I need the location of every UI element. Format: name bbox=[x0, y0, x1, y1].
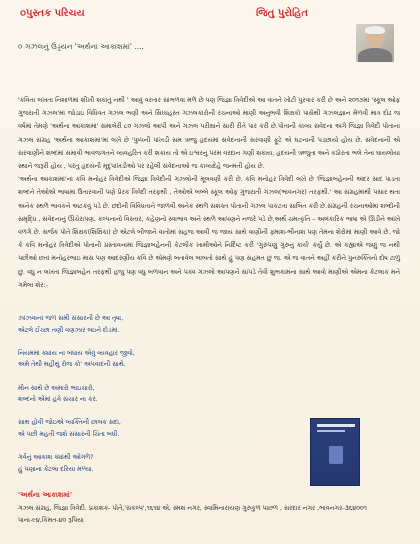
article-header bbox=[20, 8, 400, 28]
poem-line: સાથ હોવી જોઇએ વ્યક્તિની છાલક સદા, bbox=[18, 419, 121, 427]
poem-stanza bbox=[18, 383, 238, 406]
poem-stanza bbox=[18, 348, 238, 371]
poem-excerpt bbox=[18, 313, 238, 475]
book-name: 'અર્થના આકાશમાં' bbox=[18, 491, 73, 499]
article-subtitle: ૦ ગઝલનું ઉડ્ડયન 'અર્થના આકાશમાં' .... bbox=[18, 42, 144, 51]
book-cover-subtitle bbox=[317, 430, 345, 432]
intro-paragraph: 'કવિતા લખતા નિશાળમાં શીખી શકાતું નથી ' આવું વરતાર સાંભળવા મળે છે પણ જિજ્ઞા ત્રિવેદીએ આ વાતને ખોટી પુરવાર કરી છે અને ૨૦૧૭માં 'સ્કૂલ ઓફ ગુજરાતી ગઝલ'માં જોડાઇ વિધિવત ગઝલ ભણી અને સિધ્ધહસ્ત ગઝલકારોની રચનાઓ માણી અનુભવી શિક્ષકો પાસેથી ગઝલજ્ઞાન મેળવી માત્ર દોઢ જ વર્ષમાં તેમણે 'અર્થના આકાશમાં' સમાલેરી ૮૦ ગઝલો આપી અને ગઝલ પરીક્ષાને સારી રીતે પાર કરી છે.પોતાની કાવ્ય સંવેદના અંગે જિજ્ઞા ત્રિવેદી પોતાના ગઝલ સંગ્રહ 'અર્થના આકાશમાં'માં લખે છે 'પુષ્પની પાંખડી સમ ઋજુ હૃદયમાં સંવેદનાની સરવાણી ફૂટે એ ઘટનાની પડછાયો હોય છે. સંવેદનાની એ સરવાણીને શબ્દમાં સમાવી ભાવજગતને વ્યવહરિત કરી શકાય તો એ ઇશ્વરનું પરમ વરદાન ગણી શકાય. હૃદયની ઋજુતા અને કઠોરતા ભલે તેના ઘાયલોયા સ્થાને જરૂરી હોય , પરંતુ હૃદયની મૃદુપાંખડીઓ પર રહેલી સંવેદનાઓ જ કાવ્યદેહે જન્મતી હોય છે. bbox=[18, 97, 400, 171]
photo-hair bbox=[365, 26, 385, 34]
poem-stanza bbox=[18, 452, 238, 475]
publication-details: ગઝલ સંગ્રહ, જિજ્ઞા ત્રિવેદી. પ્રકાશક- પોતે,'સંકલ્પ',૧૬૧૪ એ, સ્મશ નગર, સ્વામિનારાયણ ગુરુકુળ પાછળ , સરદાર નગર ,ભાવનગર-૩૬૪૦૦૧ પાના-૯૪,કિંમત-૪૦ રૂપિયા bbox=[18, 505, 367, 524]
section-title: ૦પુસ્તક પરિચય bbox=[20, 8, 85, 19]
book-cover-title bbox=[317, 424, 355, 427]
poem-line: મૌન સાથે છે અમારો ભાઇચારો, bbox=[18, 384, 95, 392]
poem-line: શબ્દનો એમાં હવે સંચાર ના કર. bbox=[18, 396, 98, 404]
book-cover bbox=[310, 418, 360, 486]
author-name: જિતુ પુરોહિત bbox=[256, 8, 308, 19]
poem-line: એટલે ઈચ્છા તણી વણઝાર લઇને દોડમાં. bbox=[18, 326, 120, 334]
poem-line: ઝાંઝવાનાં જળ સમી સંસારની છે આ તૃષા, bbox=[18, 315, 124, 322]
poem-line: હું પણાના કેટલા દરિયા મળ્યા. bbox=[18, 465, 94, 473]
poem-stanza bbox=[18, 313, 238, 336]
intro-text bbox=[18, 94, 400, 292]
photo-shirt bbox=[358, 48, 392, 62]
poem-stanza bbox=[18, 417, 238, 440]
poem-line: એ પછી મહતી જશે સંસારની ચિંતા બધી. bbox=[18, 430, 120, 438]
intro-paragraph: 'અર્થના આકાશમાં'નાં કવિ મનોહર ત્રિવેદીએ જિજ્ઞા ત્રિવેદીની ગઝલોની મૂલવણી કરી છે. કવિ મનોહર ત્રિવેદી લખે છે 'જિજ્ઞાબહેનની અંદર સાદ પાડતા શબ્દને તેઓએ ભાષામાં ઉતારવાની પણે પ્રેરક ત્રિવેદી તરફથી , તેઓએ બબ્બે સ્કૂલ ઓફ ગુજરાતી ગઝલ(ભાવનગર) તરફથી.' આ સંગ્રહમાંથી પસાર થતા અનેક સ્થળે ભાવકને અટકવું પડે છે. છંદોની વિવિધતાને જાળવી અનેક સ્થળે સશક્ત પોતાની ગઝલ પાકટતા સાબિત કરી છે.સંગ્રહની રચનાઓમાં શબ્દોની સમૃદ્ધિ , સંવેદનાનું ઊંચેરાપણ, કલ્પનાનો વિસ્તાર, કહેણનો સ્વાભાવ અને સ્થળે આપણને નજરે પડે છે.અર્થ ચમત્કૃતિ – અલંકારિક ભાષા એ ઊડીને આંખે વળગે છે. સર્જક પોતે શિક્ષક(શિક્ષિકા) છે એટલે બીજાને વાતોમાં સહજ આવી જ જાય સાથે વાણીની ફ્માશ-ભીનાશ પણ તેમના શેરોમાં માણી આવે છે. જો કે કવિ મનોહર ત્રિવેદીએ પોતાની પ્રસ્તાવનામાં જિજ્ઞાબહેનની કેટલીક ખામીઓને નિર્દિષ્ટ કરી 'ગુરુપણું ગુરુનું કાર્ય' કર્યું છે. એ કહ્યાએ જણું જ નથી પછીઓ છતાં મનોહરભાઇ માસ પણ આદરણીય કવિ છે એમણે બતાવેલ બાબતો સાથે હું પણ સહમત છું જ. એ જ વાતને અહીં કરીને પુનરુક્તિનો દોષ ટાળું છું. વધુ ન લખતા જિજ્ઞાબહેન તરફથી હજુ પણ વધુ બળવાન અને પક્વ ગઝલો આપણને સાંપડે તેવી શુભકામના સાથે આવો માણીએ એમના કેટલાક મને ગમેલા શેર:- bbox=[18, 176, 400, 289]
book-cover-art bbox=[329, 446, 343, 464]
poem-line: ગર્વનું આકાશ ક્યાંથી ઓગળે? bbox=[18, 454, 94, 462]
author-photo bbox=[356, 24, 394, 62]
poem-line: અમે તેથી મહીથું રોજ કો' અપવાદની સાથે. bbox=[18, 361, 126, 369]
poem-line: નિયમમાં ક્યાંય ના બંધાય એવું વ્યવહાર જીવો, bbox=[18, 349, 135, 357]
